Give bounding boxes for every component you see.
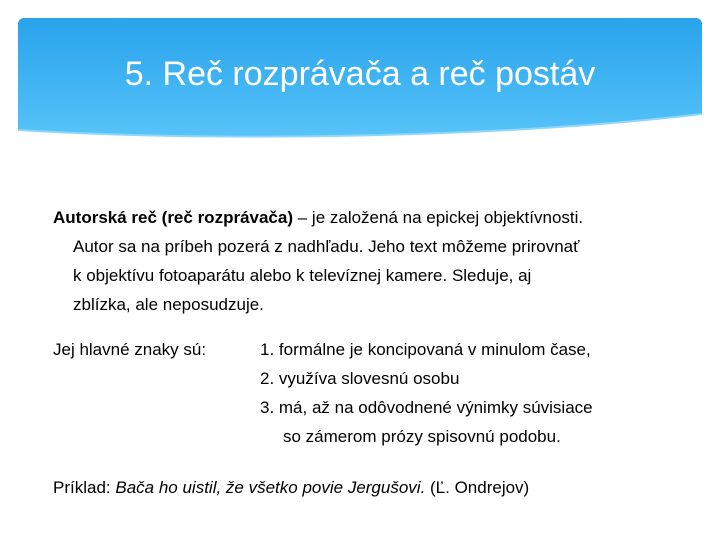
definition-line: zblízka, ale neposudzuje.	[73, 295, 264, 314]
example-prefix: Príklad:	[53, 478, 116, 497]
list-item-continuation: so zámerom prózy spisovnú podobu.	[283, 427, 561, 446]
list-item-text: 3. má, až na odôvodnené výnimky súvisiace	[260, 398, 593, 417]
list-item: 1. formálne je koncipovaná v minulom čase,	[260, 340, 591, 359]
list-item	[260, 393, 700, 451]
banner-wave-decoration	[18, 108, 702, 148]
features-label: Jej hlavné znaky sú:	[53, 340, 207, 359]
definition-line: Autor sa na príbeh pozerá z nadhľadu. Jeho text môžeme prirovnať	[73, 237, 580, 256]
definition-lead-rest: – je založená na epickej objektívnosti.	[293, 208, 584, 227]
features-list	[260, 335, 700, 451]
example-quote: Bača ho uistil, že všetko povie Jergušovi.	[115, 478, 426, 497]
definition-paragraph	[53, 203, 693, 319]
example-source: (Ľ. Ondrejov)	[425, 478, 530, 497]
list-item: 2. využíva slovesnú osobu	[260, 369, 460, 388]
definition-term: Autorská reč (reč rozprávača)	[53, 208, 294, 227]
definition-lead-line	[53, 203, 693, 232]
slide-title: 5. Reč rozprávača a reč postáv	[124, 55, 596, 93]
definition-line: k objektívu fotoaparátu alebo k televíznej kamere. Sleduje, aj	[73, 266, 532, 285]
example-line	[53, 473, 529, 502]
